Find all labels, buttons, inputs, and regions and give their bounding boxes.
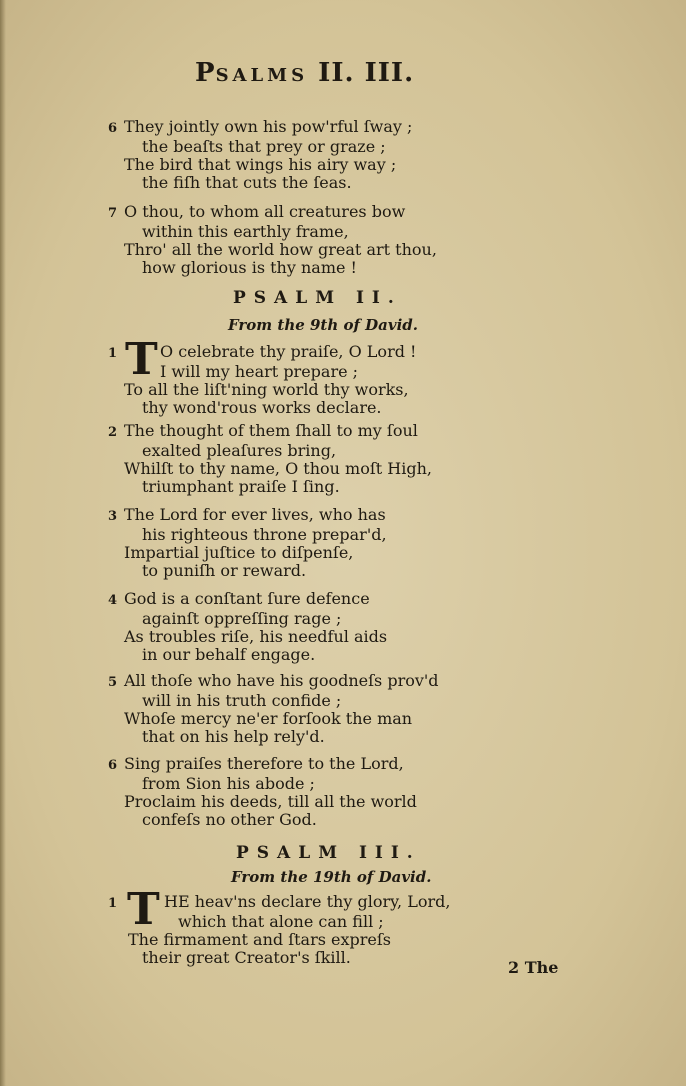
catchword: 2 The bbox=[508, 958, 559, 977]
verse-line: the beaſts that prey or graze ; bbox=[142, 137, 386, 156]
verse-number: 7 bbox=[108, 206, 118, 221]
verse-number: 3 bbox=[108, 509, 118, 524]
stanza-p2-5 bbox=[108, 672, 439, 746]
psalm-ii-subtitle: From the 9th of David. bbox=[228, 316, 419, 334]
verse-line: The thought of them ſhall to my ſoul bbox=[124, 421, 418, 440]
verse-line: will in his truth confide ; bbox=[142, 691, 342, 710]
stanza-p2-4 bbox=[108, 590, 387, 664]
verse-line: Whoſe mercy ne'er forſook the man bbox=[124, 709, 413, 728]
verse-line: which that alone can fill ; bbox=[178, 912, 384, 931]
verse-line: the fiſh that cuts the ſeas. bbox=[142, 173, 352, 192]
verse-line: The Lord for ever lives, who has bbox=[124, 505, 386, 524]
verse-line: thy wond'rous works declare. bbox=[142, 398, 382, 417]
verse-line: Sing praiſes therefore to the Lord, bbox=[124, 754, 404, 773]
stanza-p1-6 bbox=[108, 118, 412, 192]
verse-number: 4 bbox=[108, 593, 118, 608]
verse-line: Impartial juſtice to diſpenſe, bbox=[124, 543, 354, 562]
verse-line: in our behalf engage. bbox=[142, 645, 316, 664]
verse-line: Thro' all the world how great art thou, bbox=[124, 240, 437, 259]
verse-line: I will my heart prepare ; bbox=[160, 362, 359, 381]
verse-line: from Sion his abode ; bbox=[142, 774, 315, 793]
psalm-iii-subtitle: From the 19th of David. bbox=[231, 868, 432, 886]
stanza-p1-7 bbox=[108, 203, 437, 277]
verse-line: their great Creator's ſkill. bbox=[142, 948, 351, 967]
verse-line: The firmament and ſtars expreſs bbox=[128, 930, 392, 949]
header-rest: II. III. bbox=[318, 58, 415, 88]
verse-line: how glorious is thy name ! bbox=[142, 258, 357, 277]
verse-line: All thoſe who have his goodneſs prov'd bbox=[124, 671, 439, 690]
verse-line: As troubles riſe, his needful aids bbox=[124, 627, 388, 646]
verse-line: that on his help rely'd. bbox=[142, 727, 325, 746]
verse-number: 1 bbox=[108, 346, 118, 361]
verse-line: HE heav'ns declare thy glory, Lord, bbox=[164, 892, 451, 911]
verse-line: Proclaim his deeds, till all the world bbox=[124, 792, 417, 811]
verse-line: within this earthly frame, bbox=[142, 222, 349, 241]
verse-line: Whilſt to thy name, O thou moſt High, bbox=[124, 459, 432, 478]
verse-line: triumphant praiſe I ſing. bbox=[142, 477, 340, 496]
verse-line: againſt oppreſſing rage ; bbox=[142, 609, 342, 628]
verse-line: O celebrate thy praiſe, O Lord ! bbox=[160, 342, 417, 361]
verse-number: 5 bbox=[108, 675, 118, 690]
drop-cap: T bbox=[125, 334, 158, 385]
stanza-p2-6 bbox=[108, 755, 417, 829]
header-smallcaps: SALMS bbox=[215, 65, 309, 86]
running-header bbox=[195, 58, 414, 88]
header-prefix: P bbox=[195, 58, 216, 88]
verse-line: O thou, to whom all creatures bow bbox=[124, 202, 406, 221]
psalm-iii-title: PSALM III. bbox=[236, 843, 421, 863]
verse-line: exalted pleaſures bring, bbox=[142, 441, 337, 460]
verse-number: 2 bbox=[108, 425, 118, 440]
stanza-p2-2 bbox=[108, 422, 432, 496]
verse-line: his righteous throne prepar'd, bbox=[142, 525, 387, 544]
drop-cap: T bbox=[127, 884, 160, 935]
psalm-ii-title: PSALM II. bbox=[233, 288, 402, 308]
verse-line: They jointly own his pow'rful ſway ; bbox=[124, 117, 413, 136]
verse-line: to puniſh or reward. bbox=[142, 561, 307, 580]
verse-number: 6 bbox=[108, 758, 118, 773]
verse-number: 6 bbox=[108, 121, 118, 136]
verse-line: The bird that wings his airy way ; bbox=[124, 155, 397, 174]
verse-line: To all the liſt'ning world thy works, bbox=[124, 380, 409, 399]
page-binding-edge bbox=[0, 0, 6, 1086]
verse-line: confeſs no other God. bbox=[142, 810, 317, 829]
verse-line: God is a conſtant ſure defence bbox=[124, 589, 370, 608]
stanza-p2-3 bbox=[108, 506, 387, 580]
verse-number: 1 bbox=[108, 896, 118, 911]
